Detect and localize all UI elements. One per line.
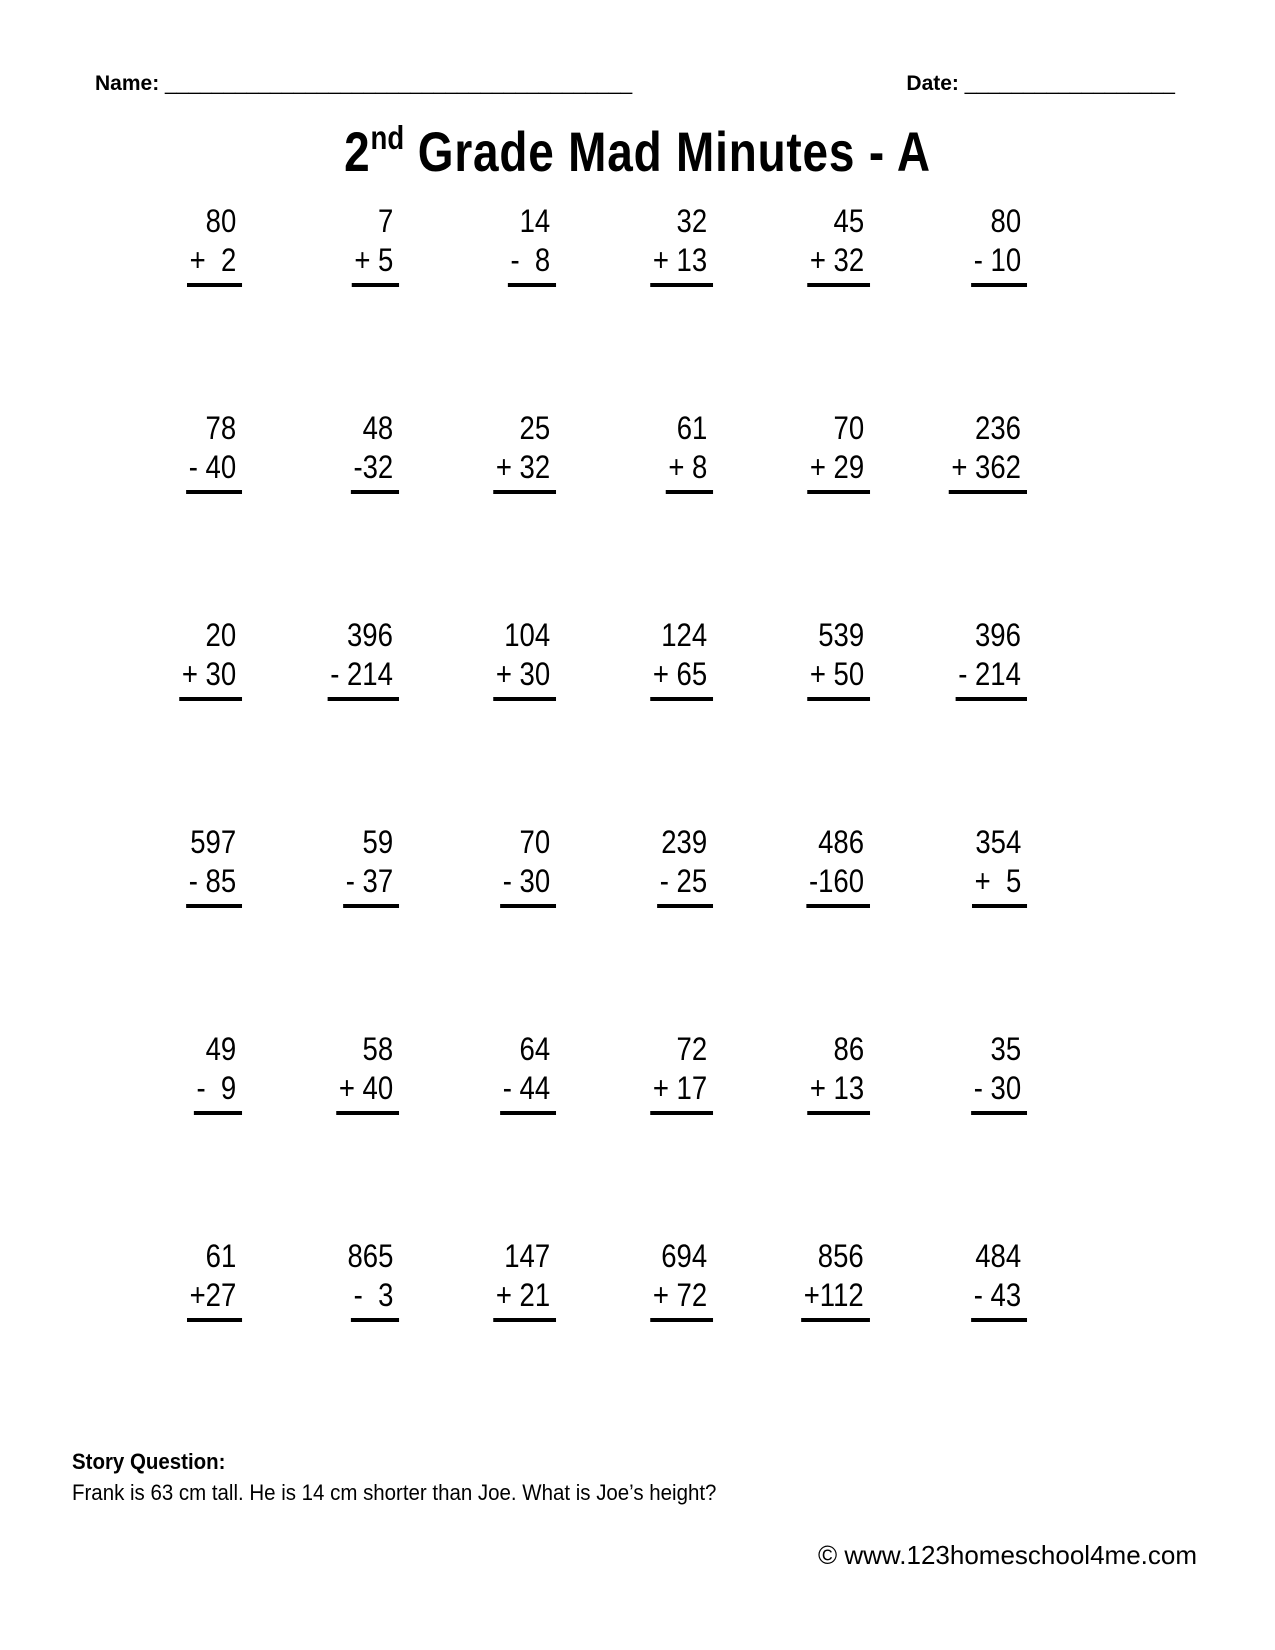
problem-top-operand: 58 xyxy=(362,1031,393,1067)
math-problem xyxy=(971,202,1027,287)
math-problem xyxy=(351,202,399,287)
math-problem xyxy=(807,409,870,494)
problem-cell xyxy=(95,616,252,823)
name-field xyxy=(95,72,632,96)
problem-cell xyxy=(723,1237,880,1444)
problem-cell xyxy=(566,202,723,409)
problem-cell xyxy=(252,409,409,616)
problem-top-operand: 597 xyxy=(190,824,236,860)
problem-cell xyxy=(252,616,409,823)
problem-top-operand: 239 xyxy=(661,824,707,860)
problem-operator-operand: - 9 xyxy=(194,1069,242,1115)
problem-operator-operand: + 32 xyxy=(807,241,870,287)
problem-cell xyxy=(95,202,252,409)
problem-operator-operand: - 40 xyxy=(186,448,242,494)
problem-top-operand: 865 xyxy=(347,1238,393,1274)
problem-operator-operand: +27 xyxy=(187,1276,242,1322)
problem-top-operand: 20 xyxy=(205,617,236,653)
problem-operator-operand: + 30 xyxy=(179,655,242,701)
math-problem xyxy=(493,1237,556,1322)
problem-operator-operand: - 30 xyxy=(971,1069,1027,1115)
problem-cell xyxy=(95,823,252,1030)
problem-top-operand: 396 xyxy=(975,617,1021,653)
title-text: Grade Mad Minutes - A xyxy=(404,120,931,183)
problem-cell xyxy=(723,409,880,616)
math-problem xyxy=(347,1237,399,1322)
problem-operator-operand: + 5 xyxy=(351,241,399,287)
math-problem xyxy=(650,1237,713,1322)
math-problem xyxy=(807,616,870,701)
problem-cell xyxy=(880,409,1037,616)
problem-top-operand: 78 xyxy=(205,410,236,446)
problem-operator-operand: + 5 xyxy=(972,862,1027,908)
problem-top-operand: 86 xyxy=(833,1031,864,1067)
math-problem xyxy=(500,1030,556,1115)
math-problem xyxy=(336,1030,399,1115)
problem-operator-operand: + 362 xyxy=(949,448,1027,494)
problem-operator-operand: - 37 xyxy=(343,862,399,908)
problem-cell xyxy=(95,1030,252,1237)
problem-top-operand: 486 xyxy=(818,824,864,860)
problem-operator-operand: - 214 xyxy=(956,655,1027,701)
problem-operator-operand: +112 xyxy=(801,1276,870,1322)
problem-cell xyxy=(880,202,1037,409)
problem-operator-operand: + 2 xyxy=(187,241,242,287)
problem-operator-operand: -32 xyxy=(351,448,399,494)
math-problem xyxy=(351,409,399,494)
math-problem xyxy=(179,616,242,701)
problem-operator-operand: - 3 xyxy=(351,1276,399,1322)
copyright-footer: © www.123homeschool4me.com xyxy=(818,1540,1197,1570)
problem-top-operand: 25 xyxy=(519,410,550,446)
math-problem xyxy=(807,202,870,287)
problem-cell xyxy=(95,1237,252,1444)
problem-operator-operand: -160 xyxy=(806,862,870,908)
problem-operator-operand: - 25 xyxy=(657,862,713,908)
problem-operator-operand: - 43 xyxy=(971,1276,1027,1322)
math-problem xyxy=(187,1237,242,1322)
problem-cell xyxy=(409,823,566,1030)
problem-cell xyxy=(566,823,723,1030)
problem-top-operand: 14 xyxy=(519,203,550,239)
header xyxy=(95,72,1175,96)
math-problem xyxy=(493,409,556,494)
problem-top-operand: 856 xyxy=(818,1238,864,1274)
math-problem xyxy=(972,823,1027,908)
page-title xyxy=(115,108,1161,183)
story-question-label: Story Question: xyxy=(72,1449,226,1474)
problem-top-operand: 72 xyxy=(676,1031,707,1067)
math-problem xyxy=(650,202,713,287)
problem-operator-operand: + 13 xyxy=(650,241,713,287)
problem-top-operand: 49 xyxy=(205,1031,236,1067)
problem-cell xyxy=(252,1237,409,1444)
problem-cell xyxy=(566,1237,723,1444)
math-problem xyxy=(971,1237,1027,1322)
problem-cell xyxy=(409,1237,566,1444)
name-label: Name: xyxy=(95,72,160,95)
problem-top-operand: 396 xyxy=(347,617,393,653)
problem-operator-operand: + 72 xyxy=(650,1276,713,1322)
problem-operator-operand: + 13 xyxy=(807,1069,870,1115)
math-problem xyxy=(949,409,1027,494)
name-blank-line: ________________________________________ xyxy=(165,72,633,95)
problem-top-operand: 147 xyxy=(504,1238,550,1274)
math-problem xyxy=(971,1030,1027,1115)
problem-top-operand: 61 xyxy=(205,1238,236,1274)
problem-top-operand: 35 xyxy=(990,1031,1021,1067)
math-problem xyxy=(500,823,556,908)
problem-cell xyxy=(252,202,409,409)
problem-top-operand: 64 xyxy=(519,1031,550,1067)
title-ordinal-suffix: nd xyxy=(370,120,405,157)
problem-operator-operand: + 50 xyxy=(807,655,870,701)
problem-operator-operand: + 30 xyxy=(493,655,556,701)
problem-cell xyxy=(880,1237,1037,1444)
problem-operator-operand: + 17 xyxy=(650,1069,713,1115)
problem-top-operand: 484 xyxy=(975,1238,1021,1274)
problem-operator-operand: + 65 xyxy=(650,655,713,701)
problem-cell xyxy=(252,1030,409,1237)
math-problem xyxy=(650,1030,713,1115)
problem-top-operand: 32 xyxy=(676,203,707,239)
problem-top-operand: 124 xyxy=(661,617,707,653)
problem-cell xyxy=(566,1030,723,1237)
problem-cell xyxy=(880,1030,1037,1237)
problem-top-operand: 104 xyxy=(504,617,550,653)
problem-operator-operand: - 44 xyxy=(500,1069,556,1115)
math-problem xyxy=(956,616,1027,701)
problem-top-operand: 7 xyxy=(377,203,393,239)
math-problem xyxy=(187,202,242,287)
math-problem xyxy=(194,1030,242,1115)
math-problem xyxy=(665,409,713,494)
problem-top-operand: 236 xyxy=(975,410,1021,446)
problem-cell xyxy=(723,202,880,409)
date-label: Date: xyxy=(906,72,959,95)
math-problem xyxy=(493,616,556,701)
math-problem xyxy=(508,202,556,287)
story-question xyxy=(72,1446,1107,1508)
problem-operator-operand: + 8 xyxy=(665,448,713,494)
problem-operator-operand: - 10 xyxy=(971,241,1027,287)
problem-top-operand: 539 xyxy=(818,617,864,653)
problem-top-operand: 354 xyxy=(975,824,1021,860)
problem-operator-operand: - 30 xyxy=(500,862,556,908)
problem-top-operand: 61 xyxy=(676,410,707,446)
problem-top-operand: 45 xyxy=(833,203,864,239)
problem-cell xyxy=(95,409,252,616)
problems-grid xyxy=(95,202,1037,1444)
problem-operator-operand: + 32 xyxy=(493,448,556,494)
title-number: 2 xyxy=(344,120,371,183)
problem-cell xyxy=(880,823,1037,1030)
problem-top-operand: 59 xyxy=(362,824,393,860)
problem-cell xyxy=(566,616,723,823)
math-problem xyxy=(343,823,399,908)
problem-operator-operand: - 85 xyxy=(186,862,242,908)
problem-operator-operand: + 21 xyxy=(493,1276,556,1322)
math-problem xyxy=(186,409,242,494)
math-problem xyxy=(186,823,242,908)
story-question-text: Frank is 63 cm tall. He is 14 cm shorter than Joe. What is Joe’s height? xyxy=(72,1480,717,1505)
problem-cell xyxy=(409,409,566,616)
problem-top-operand: 70 xyxy=(833,410,864,446)
math-problem xyxy=(806,823,870,908)
problem-top-operand: 48 xyxy=(362,410,393,446)
problem-cell xyxy=(723,823,880,1030)
problem-cell xyxy=(880,616,1037,823)
problem-top-operand: 80 xyxy=(990,203,1021,239)
problem-top-operand: 694 xyxy=(661,1238,707,1274)
problem-operator-operand: - 214 xyxy=(328,655,399,701)
math-problem xyxy=(807,1030,870,1115)
problem-cell xyxy=(252,823,409,1030)
problem-operator-operand: - 8 xyxy=(508,241,556,287)
math-problem xyxy=(801,1237,870,1322)
date-blank-line: __________________ xyxy=(964,72,1175,95)
problem-cell xyxy=(409,616,566,823)
problem-cell xyxy=(723,1030,880,1237)
math-problem xyxy=(328,616,399,701)
problem-operator-operand: + 40 xyxy=(336,1069,399,1115)
problem-cell xyxy=(409,202,566,409)
problem-top-operand: 80 xyxy=(205,203,236,239)
math-problem xyxy=(650,616,713,701)
problem-cell xyxy=(409,1030,566,1237)
problem-cell xyxy=(566,409,723,616)
problem-top-operand: 70 xyxy=(519,824,550,860)
problem-operator-operand: + 29 xyxy=(807,448,870,494)
math-problem xyxy=(657,823,713,908)
date-field xyxy=(906,72,1175,96)
problem-cell xyxy=(723,616,880,823)
